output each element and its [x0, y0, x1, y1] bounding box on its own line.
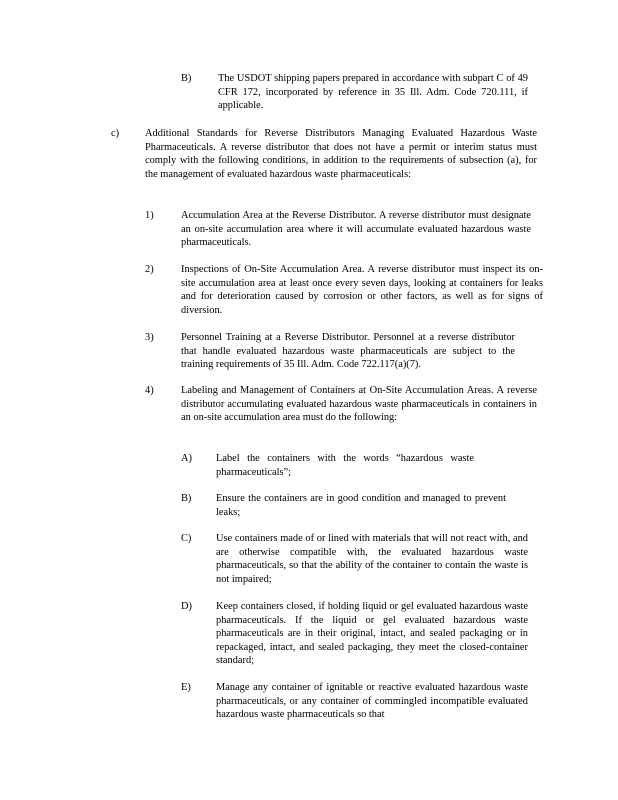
- item-text: The USDOT shipping papers prepared in accordance with subpart C of 49 CFR 172, incorporated by reference in 35 Ill. Adm. Code 720.111, if applicable.: [218, 73, 528, 112]
- item-text: Use containers made of or lined with materials that will not react with, and are otherwise compatible with, the evaluated hazardous waste pharmaceuticals, so that the ability of the container to contain the waste is not impaired;: [216, 533, 528, 585]
- item-label: D): [181, 601, 192, 612]
- item-text: Label the containers with the words “hazardous waste pharmaceuticals”;: [216, 453, 474, 478]
- item-label: c): [111, 128, 120, 139]
- item-text: Labeling and Management of Containers at On-Site Accumulation Areas. A reverse distributor accumulating evaluated hazardous waste pharmaceuticals in containers in an on-site accumulation area must do the following:: [181, 385, 537, 424]
- item-label: 3): [145, 332, 154, 343]
- item-label: C): [181, 533, 192, 544]
- item-label: 1): [145, 210, 154, 221]
- item-label: 4): [145, 385, 154, 396]
- item-label: B): [181, 73, 192, 84]
- item-label: B): [181, 493, 192, 504]
- item-label: E): [181, 682, 191, 693]
- item-text: Additional Standards for Reverse Distributors Managing Evaluated Hazardous Waste Pharmaceuticals. A reverse distributor that does not have a permit or interim status must comply with the following conditions, in addition to the requirements of subsection (a), for the management of evaluated hazardous waste pharmaceuticals:: [145, 128, 537, 180]
- item-text: Keep containers closed, if holding liquid or gel evaluated hazardous waste pharmaceuticals. If the liquid or gel evaluated hazardous waste pharmaceuticals are in their original, intact, and sealed packaging or in repackaged, intact, and sealed packaging, they meet the closed-container standard;: [216, 601, 528, 667]
- item-text: Accumulation Area at the Reverse Distributor. A reverse distributor must designate an on-site accumulation area where it will accumulate evaluated hazardous waste pharmaceuticals.: [181, 210, 531, 249]
- item-text: Personnel Training at a Reverse Distributor. Personnel at a reverse distributor that handle evaluated hazardous waste pharmaceuticals are subject to the training requirements of 35 Ill. Adm. Code 722.117(a)(7).: [181, 332, 515, 371]
- item-text: Inspections of On-Site Accumulation Area. A reverse distributor must inspect its on-site accumulation area at least once every seven days, looking at containers for leaks and for deterioration caused by corrosion or other factors, as well as for signs of diversion.: [181, 264, 543, 316]
- item-label: A): [181, 453, 192, 464]
- item-text: Ensure the containers are in good condition and managed to prevent leaks;: [216, 493, 506, 518]
- item-label: 2): [145, 264, 154, 275]
- item-text: Manage any container of ignitable or reactive evaluated hazardous waste pharmaceuticals, or any container of commingled incompatible evaluated hazardous waste pharmaceuticals so that: [216, 682, 528, 721]
